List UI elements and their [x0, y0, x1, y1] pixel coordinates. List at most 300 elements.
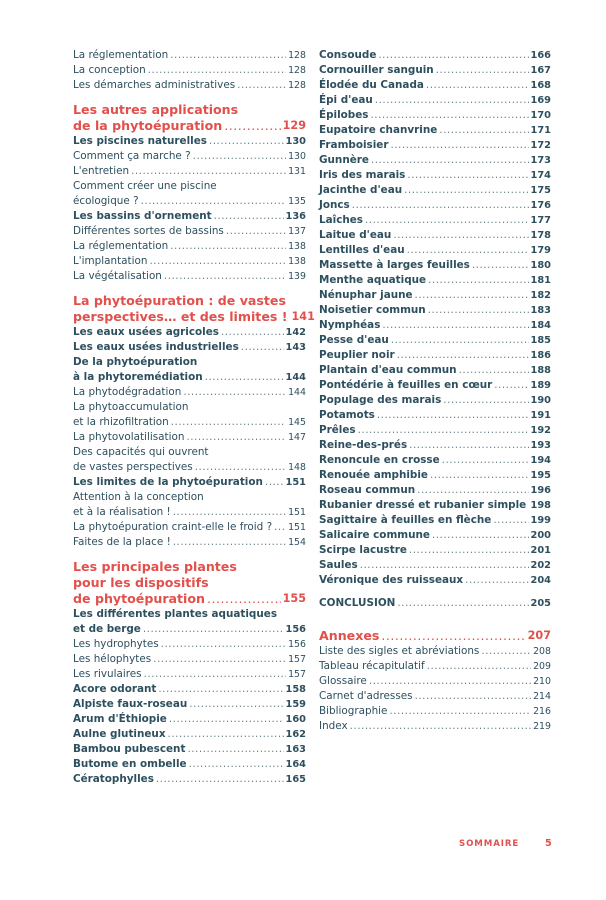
toc-entry-title: Arum d'Éthiopie	[73, 713, 167, 725]
toc-page-number: 219	[533, 721, 551, 732]
toc-entry[interactable]	[73, 340, 306, 355]
dot-leader	[493, 513, 528, 528]
toc-entry[interactable]	[73, 78, 306, 93]
dot-leader	[436, 63, 529, 78]
toc-section-entry[interactable]	[319, 628, 551, 644]
toc-entry-title: Cératophylles	[73, 773, 154, 785]
dot-leader	[143, 622, 284, 637]
toc-entry[interactable]	[319, 273, 551, 288]
dot-leader	[144, 667, 286, 682]
toc-entry[interactable]	[319, 123, 551, 138]
dot-leader	[186, 430, 286, 445]
toc-page-number: 170	[530, 110, 551, 121]
toc-entry[interactable]	[73, 712, 306, 727]
toc-entry[interactable]	[319, 483, 551, 498]
dot-leader	[156, 772, 284, 787]
toc-entry-title: Les limites de la phytoépuration	[73, 476, 263, 488]
toc-entry-title: Les hydrophytes	[73, 638, 159, 650]
toc-entry[interactable]	[73, 325, 306, 340]
toc-entry-line: Attention à la conception	[73, 491, 204, 503]
toc-page-number: 128	[288, 50, 306, 61]
toc-entry-title: Sagittaire à feuilles en flèche	[319, 514, 492, 526]
toc-entry-title: Comment ça marche ?	[73, 150, 191, 162]
dot-leader	[158, 682, 283, 697]
toc-entry-title: Annexes	[319, 628, 380, 643]
toc-entry-line: Les autres applications	[73, 102, 239, 117]
toc-entry-title: Nénuphar jaune	[319, 289, 413, 301]
toc-entry[interactable]	[319, 48, 551, 63]
toc-page-number: 181	[530, 275, 551, 286]
toc-entry[interactable]	[319, 704, 551, 719]
toc-page-number: 135	[288, 196, 306, 207]
dot-leader	[391, 333, 529, 348]
toc-page-number: 151	[288, 507, 306, 518]
toc-entry[interactable]	[73, 772, 306, 787]
toc-entry-title: Les eaux usées industrielles	[73, 341, 239, 353]
toc-page-number: 183	[530, 305, 551, 316]
toc-entry-line: Les différentes plantes aquatiques	[73, 608, 277, 620]
toc-entry-title: Potamots	[319, 409, 375, 421]
toc-entry-title: de la phytoépuration	[73, 118, 223, 133]
toc-entry[interactable]	[73, 48, 306, 63]
dot-leader	[407, 243, 529, 258]
dot-leader	[439, 123, 528, 138]
toc-page-number: 210	[533, 676, 551, 687]
toc-entry-title: CONCLUSION	[319, 597, 396, 609]
toc-entry[interactable]	[73, 63, 306, 78]
toc-page-number: 142	[285, 327, 306, 338]
toc-page-number: 175	[530, 185, 551, 196]
toc-entry-title: Joncs	[319, 199, 350, 211]
toc-entry[interactable]	[73, 622, 306, 637]
toc-entry[interactable]	[319, 468, 551, 483]
toc-entry[interactable]	[319, 689, 551, 704]
toc-entry[interactable]	[73, 209, 306, 224]
toc-page-number: 128	[288, 65, 306, 76]
toc-entry[interactable]	[319, 198, 551, 213]
toc-entry[interactable]	[73, 149, 306, 164]
toc-entry-title: L'entretien	[73, 165, 130, 177]
dot-leader	[375, 93, 529, 108]
toc-entry-title: Rubanier dressé et rubanier simple	[319, 499, 527, 511]
toc-entry-title: La conception	[73, 64, 146, 76]
toc-entry-line: Des capacités qui ouvrent	[73, 446, 209, 458]
toc-entry-title: de phytoépuration	[73, 591, 205, 606]
toc-entry-title: Menthe aquatique	[319, 274, 427, 286]
dot-leader	[153, 652, 286, 667]
dot-leader	[173, 535, 286, 550]
dot-leader	[417, 483, 528, 498]
toc-page-number: 129	[282, 119, 306, 132]
toc-entry[interactable]	[73, 164, 306, 179]
toc-entry-title: Tableau récapitulatif	[319, 660, 425, 672]
dot-leader	[352, 198, 529, 213]
toc-entry-title: Index	[319, 720, 348, 732]
dot-leader	[149, 254, 286, 269]
dot-leader	[274, 520, 286, 535]
toc-entry-title: Eupatoire chanvrine	[319, 124, 438, 136]
dot-leader	[442, 453, 529, 468]
toc-page-number: 172	[530, 140, 551, 151]
toc-page-number: 178	[530, 230, 551, 241]
dot-leader	[409, 543, 529, 558]
toc-page-number: 186	[530, 350, 551, 361]
toc-entry[interactable]	[319, 318, 551, 333]
toc-page-number: 154	[288, 537, 306, 548]
toc-entry-title: perspectives… et des limites !	[73, 309, 288, 324]
toc-page-number: 198	[530, 500, 551, 511]
toc-entry-title: Les piscines naturelles	[73, 135, 207, 147]
toc-entry-title: Épilobes	[319, 109, 369, 121]
toc-page-number: 144	[288, 387, 306, 398]
toc-entry-line: La phytoépuration : de vastes	[73, 293, 286, 308]
toc-page-number: 159	[285, 699, 306, 710]
toc-entry-title: Carnet d'adresses	[319, 690, 413, 702]
toc-entry[interactable]	[73, 370, 306, 385]
toc-page-number: 208	[533, 646, 551, 657]
toc-entry-line: Les principales plantes	[73, 559, 237, 574]
toc-entry-title: Laitue d'eau	[319, 229, 392, 241]
toc-entry[interactable]	[319, 348, 551, 363]
dot-leader	[397, 348, 529, 363]
toc-page-number: 189	[530, 380, 551, 391]
toc-entry[interactable]	[73, 460, 306, 475]
toc-entry[interactable]	[73, 535, 306, 550]
toc-entry[interactable]	[319, 393, 551, 408]
toc-entry-title: Gunnère	[319, 154, 369, 166]
toc-entry-title: La phytovolatilisation	[73, 431, 185, 443]
toc-entry-title: Bibliographie	[319, 705, 388, 717]
toc-entry[interactable]	[319, 288, 551, 303]
toc-entry-title: Alpiste faux-roseau	[73, 698, 188, 710]
toc-entry-title: Pontédérie à feuilles en cœur	[319, 379, 493, 391]
toc-page-number: 158	[285, 684, 306, 695]
running-footer-title: SOMMAIRE	[459, 839, 520, 849]
toc-page-number: 174	[530, 170, 551, 181]
toc-entry-title: Pesse d'eau	[319, 334, 389, 346]
toc-entry[interactable]	[319, 513, 551, 528]
toc-page-number: 156	[285, 624, 306, 635]
dot-leader	[427, 659, 531, 674]
toc-page-number: 195	[530, 470, 551, 481]
toc-page-number: 130	[285, 136, 306, 147]
toc-entry-title: Aulne glutineux	[73, 728, 166, 740]
toc-entry[interactable]	[73, 224, 306, 239]
dot-leader	[148, 63, 286, 78]
toc-page-number: 156	[288, 639, 306, 650]
toc-entry[interactable]	[319, 258, 551, 273]
toc-page-number: 148	[288, 462, 306, 473]
toc-entry[interactable]	[319, 543, 551, 558]
dot-leader	[358, 423, 529, 438]
dot-leader	[465, 573, 528, 588]
toc-page-number: 190	[530, 395, 551, 406]
toc-entry-title: écologique ?	[73, 195, 139, 207]
toc-entry-title: Différentes sortes de bassins	[73, 225, 224, 237]
dot-leader	[237, 78, 286, 93]
toc-page-number: 173	[530, 155, 551, 166]
toc-page-number: 130	[288, 151, 306, 162]
toc-entry[interactable]	[319, 674, 551, 689]
toc-page-number: 200	[530, 530, 551, 541]
toc-page-number: 192	[530, 425, 551, 436]
toc-entry[interactable]	[73, 505, 306, 520]
toc-entry-title: Les rivulaires	[73, 668, 142, 680]
toc-section-entry[interactable]	[73, 591, 306, 607]
toc-entry-title: Roseau commun	[319, 484, 416, 496]
dot-leader	[195, 460, 286, 475]
toc-entry[interactable]	[319, 659, 551, 674]
toc-entry[interactable]	[319, 228, 551, 243]
toc-page-number: 162	[285, 729, 306, 740]
toc-entry[interactable]	[319, 153, 551, 168]
dot-leader	[169, 712, 284, 727]
toc-entry-title: Les eaux usées agricoles	[73, 326, 219, 338]
toc-entry[interactable]	[73, 415, 306, 430]
dot-leader	[209, 134, 284, 149]
toc-entry[interactable]	[73, 697, 306, 712]
toc-entry[interactable]	[73, 475, 306, 490]
dot-leader	[428, 303, 529, 318]
dot-leader	[170, 239, 286, 254]
toc-entry-title: La phytodégradation	[73, 386, 182, 398]
toc-entry[interactable]	[319, 453, 551, 468]
dot-leader	[481, 644, 531, 659]
toc-entry-title: Les hélophytes	[73, 653, 152, 665]
toc-entry[interactable]	[319, 303, 551, 318]
toc-page-number: 185	[530, 335, 551, 346]
toc-entry-title: Noisetier commun	[319, 304, 426, 316]
toc-entry[interactable]	[319, 573, 551, 588]
toc-page-number: 201	[530, 545, 551, 556]
toc-entry-title: et la rhizofiltration	[73, 416, 169, 428]
dot-leader	[426, 78, 529, 93]
toc-entry-title: Laîches	[319, 214, 363, 226]
toc-section-entry[interactable]	[73, 309, 315, 325]
toc-entry[interactable]	[73, 430, 306, 445]
toc-entry-title: Butome en ombelle	[73, 758, 187, 770]
toc-entry[interactable]	[73, 520, 306, 535]
dot-leader	[173, 505, 286, 520]
toc-page-number: 209	[533, 661, 551, 672]
toc-entry-title: Iris des marais	[319, 169, 406, 181]
toc-entry-title: Reine-des-prés	[319, 439, 408, 451]
dot-leader	[397, 596, 528, 611]
toc-page-number: 143	[285, 342, 306, 353]
dot-leader	[168, 727, 284, 742]
toc-entry[interactable]	[73, 254, 306, 269]
dot-leader	[428, 273, 528, 288]
toc-page-number: 169	[530, 95, 551, 106]
toc-entry[interactable]	[319, 528, 551, 543]
toc-page-number: 166	[530, 50, 551, 61]
toc-entry-title: La végétalisation	[73, 270, 162, 282]
dot-leader	[409, 438, 528, 453]
toc-entry[interactable]	[319, 644, 551, 659]
dot-leader	[224, 118, 280, 134]
dot-leader	[183, 385, 286, 400]
toc-entry-title: Liste des sigles et abréviations	[319, 645, 480, 657]
dot-leader	[164, 269, 286, 284]
toc-entry[interactable]	[319, 333, 551, 348]
dot-leader	[207, 591, 281, 607]
toc-entry-title: Cornouiller sanguin	[319, 64, 434, 76]
toc-page-number: 196	[530, 485, 551, 496]
toc-page-number: 176	[530, 200, 551, 211]
toc-entry-title: La réglementation	[73, 49, 169, 61]
dot-leader	[226, 224, 286, 239]
toc-entry[interactable]	[73, 667, 306, 682]
toc-section-entry[interactable]	[73, 118, 306, 134]
toc-page-number: 182	[530, 290, 551, 301]
dot-leader	[187, 742, 283, 757]
toc-entry[interactable]	[319, 78, 551, 93]
toc-entry-title: de vastes perspectives	[73, 461, 193, 473]
dot-leader	[432, 528, 529, 543]
toc-entry[interactable]	[319, 558, 551, 573]
dot-leader	[265, 475, 284, 490]
toc-entry[interactable]	[73, 727, 306, 742]
toc-entry[interactable]	[73, 239, 306, 254]
toc-entry[interactable]	[319, 408, 551, 423]
toc-page-number: 202	[530, 560, 551, 571]
toc-page-number: 171	[530, 125, 551, 136]
dot-leader	[161, 637, 286, 652]
toc-entry[interactable]	[73, 134, 306, 149]
toc-entry[interactable]	[319, 93, 551, 108]
toc-entry-title: Prêles	[319, 424, 356, 436]
toc-column-right	[319, 48, 551, 734]
toc-page-number: 188	[530, 365, 551, 376]
toc-page-number: 193	[530, 440, 551, 451]
toc-section-heading[interactable]	[73, 559, 306, 607]
dot-leader	[370, 108, 528, 123]
toc-entry[interactable]	[319, 63, 551, 78]
toc-entry-title: Élodée du Canada	[319, 79, 424, 91]
dot-leader	[390, 138, 528, 153]
dot-leader	[189, 757, 284, 772]
toc-column-left	[73, 48, 315, 787]
toc-entry-title: Massette à larges feuilles	[319, 259, 470, 271]
toc-page-number: 216	[533, 706, 551, 717]
dot-leader	[170, 48, 286, 63]
dot-leader	[381, 628, 525, 644]
dot-leader	[415, 288, 529, 303]
toc-entry-title: Peuplier noir	[319, 349, 395, 361]
dot-leader	[241, 340, 284, 355]
toc-page-number: 151	[285, 477, 306, 488]
toc-entry[interactable]	[319, 138, 551, 153]
dot-leader	[371, 153, 529, 168]
toc-entry[interactable]	[73, 637, 306, 652]
toc-entry[interactable]	[319, 108, 551, 123]
toc-entry-title: Nymphéas	[319, 319, 381, 331]
toc-entry-title: Salicaire commune	[319, 529, 430, 541]
dot-leader	[389, 704, 531, 719]
toc-entry[interactable]	[319, 596, 551, 611]
toc-page-number: 207	[527, 629, 551, 642]
toc-page-number: 204	[530, 575, 551, 586]
toc-entry-line: De la phytoépuration	[73, 356, 198, 368]
toc-entry[interactable]	[73, 269, 306, 284]
toc-entry[interactable]	[73, 194, 306, 209]
toc-page-number: 141	[291, 310, 315, 323]
spacer	[319, 611, 551, 619]
dot-leader	[377, 408, 529, 423]
toc-page-number: 139	[288, 271, 306, 282]
toc-entry[interactable]	[319, 213, 551, 228]
toc-entry-title: Scirpe lacustre	[319, 544, 407, 556]
toc-entry-title: Les démarches administratives	[73, 79, 236, 91]
toc-entry-title: Acore odorant	[73, 683, 157, 695]
toc-entry[interactable]	[319, 363, 551, 378]
toc-page-number: 165	[285, 774, 306, 785]
toc-entry[interactable]	[319, 423, 551, 438]
toc-page-number: 164	[285, 759, 306, 770]
toc-page-number: 160	[285, 714, 306, 725]
dot-leader	[365, 213, 529, 228]
toc-entry-line: pour les dispositifs	[73, 575, 209, 590]
toc-entry-title: Glossaire	[319, 675, 367, 687]
toc-entry[interactable]	[319, 243, 551, 258]
toc-section-heading[interactable]	[73, 293, 315, 325]
dot-leader	[214, 209, 284, 224]
dot-leader	[494, 378, 528, 393]
toc-entry-title: Jacinthe d'eau	[319, 184, 403, 196]
toc-entry-title: Les bassins d'ornement	[73, 210, 212, 222]
toc-entry[interactable]	[319, 719, 551, 734]
dot-leader	[459, 363, 529, 378]
toc-page-number: 157	[288, 654, 306, 665]
page-number: 5	[545, 838, 552, 849]
toc-page-number: 138	[288, 256, 306, 267]
toc-page-number: 184	[530, 320, 551, 331]
toc-entry[interactable]	[73, 757, 306, 772]
toc-page-number: 205	[530, 598, 551, 609]
toc-page-number: 191	[530, 410, 551, 421]
toc-entry[interactable]	[319, 438, 551, 453]
toc-entry[interactable]	[319, 378, 551, 393]
dot-leader	[360, 558, 529, 573]
dot-leader	[404, 183, 528, 198]
toc-entry[interactable]	[73, 742, 306, 757]
toc-page-number: 136	[285, 211, 306, 222]
toc-entry-line: La phytoaccumulation	[73, 401, 189, 413]
dot-leader	[350, 719, 531, 734]
toc-entry[interactable]	[319, 183, 551, 198]
toc-page-number: 128	[288, 80, 306, 91]
dot-leader	[171, 415, 286, 430]
toc-entry[interactable]	[73, 682, 306, 697]
toc-page-number: 179	[530, 245, 551, 256]
toc-entry[interactable]	[319, 168, 551, 183]
toc-entry-title: Plantain d'eau commun	[319, 364, 457, 376]
toc-page-number: 199	[530, 515, 551, 526]
dot-leader	[141, 194, 287, 209]
toc-entry-title: Consoude	[319, 49, 377, 61]
dot-leader	[393, 228, 528, 243]
toc-page-number: 155	[282, 592, 306, 605]
toc-section-heading[interactable]	[319, 628, 551, 644]
toc-entry[interactable]	[73, 385, 306, 400]
toc-page-number: 137	[288, 226, 306, 237]
toc-entry[interactable]	[73, 652, 306, 667]
toc-entry[interactable]	[319, 498, 551, 513]
dot-leader	[221, 325, 284, 340]
dot-leader	[189, 697, 283, 712]
toc-entry-title: et de berge	[73, 623, 141, 635]
toc-section-heading[interactable]	[73, 102, 306, 134]
